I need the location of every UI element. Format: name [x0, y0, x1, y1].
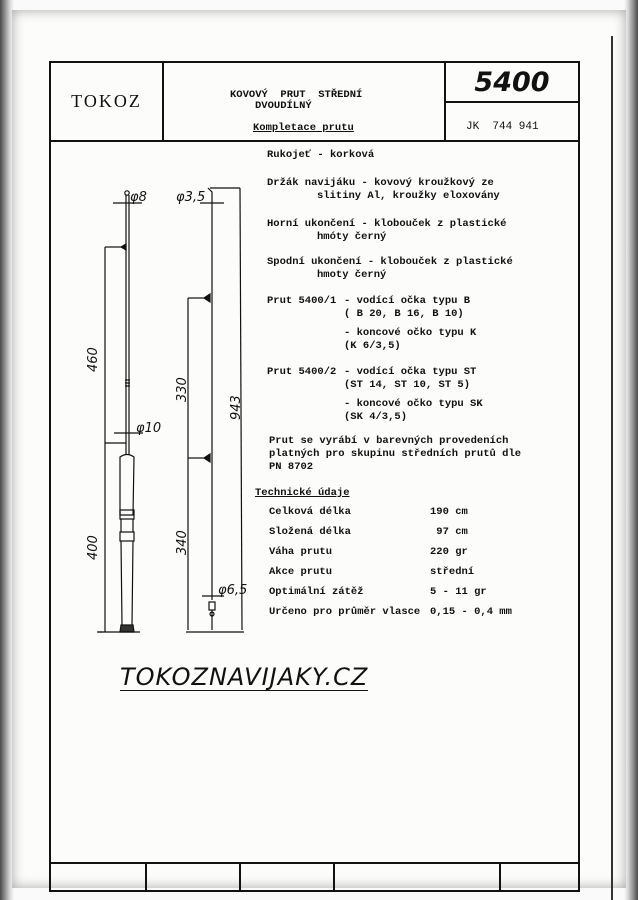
spec-item: Rukojeť - korková	[267, 149, 375, 161]
tech-value: 97 cm	[430, 526, 468, 538]
title-line-1: KOVOVÝ PRUT STŘEDNÍ	[230, 89, 363, 101]
variant-guides-detail: (ST 14, ST 10, ST 5)	[344, 379, 471, 391]
spec-item-cont: slitiny Al, kroužky eloxovány	[317, 190, 500, 202]
variant-tip-detail: (K 6/3,5)	[344, 340, 401, 352]
tech-value: 190 cm	[430, 506, 468, 518]
tech-label: Akce prutu	[269, 566, 333, 578]
spec-item-cont: hmoty černý	[317, 269, 387, 281]
variant-label: Prut 5400/1	[267, 295, 337, 307]
tech-value: střední	[430, 566, 475, 578]
tech-label: Váha prutu	[269, 546, 333, 558]
section-title-technical: Technické údaje	[255, 487, 350, 499]
tip-top	[125, 191, 129, 195]
note-line: Prut se vyrábí v barevných provedeních	[269, 435, 509, 447]
butt-diameter-label: φ6,5	[218, 583, 248, 598]
left-rod-assembled	[97, 191, 143, 632]
section-title-completion: Kompletace prutu	[253, 122, 354, 134]
variant-tip: - koncové očko typu K	[344, 327, 477, 339]
tech-value: 5 - 11 gr	[430, 586, 487, 598]
lower-length-left-label: 400	[86, 535, 101, 560]
dimension-labels	[86, 190, 247, 598]
spec-item-cont: hmóty černý	[317, 231, 387, 243]
upper-length-left-label: 460	[86, 347, 101, 372]
company-name: TOKOZ	[51, 63, 164, 140]
handle-diameter-label: φ10	[136, 421, 162, 436]
variant-tip: - koncové očko typu SK	[344, 398, 483, 410]
tech-label: Optimální zátěž	[269, 586, 364, 598]
spec-item: Držák navijáku - kovový kroužkový ze	[267, 177, 494, 189]
spec-item: Horní ukončení - klobouček z plastické	[267, 218, 507, 230]
watermark-text: TOKOZNAVIJAKY.CZ	[120, 663, 369, 691]
lower-segment-right-label: 340	[175, 530, 190, 555]
variant-tip-detail: (SK 4/3,5)	[344, 411, 408, 423]
tech-label: Určeno pro průměr vlasce	[269, 606, 421, 618]
title-line-2: DVOUDÍLNÝ	[255, 100, 312, 112]
variant-guides: - vodící očka typu B	[344, 295, 471, 307]
jk-code: JK 744 941	[466, 121, 539, 133]
tech-value: 0,15 - 0,4 mm	[430, 606, 512, 618]
variant-label: Prut 5400/2	[267, 366, 337, 378]
spec-item: Spodní ukončení - klobouček z plastické	[267, 256, 513, 268]
tip-diameter-right-label: φ3,5	[176, 190, 206, 205]
tech-label: Složená délka	[269, 526, 351, 538]
total-length-right-label: 943	[229, 395, 244, 420]
tech-value: 220 gr	[430, 546, 468, 558]
variant-guides-detail: ( B 20, B 16, B 10)	[344, 308, 464, 320]
tech-label: Celková délka	[269, 506, 351, 518]
variant-guides: - vodící očka typu ST	[344, 366, 477, 378]
tip-diameter-left-label: φ8	[130, 190, 147, 205]
product-number: 5400	[446, 63, 578, 103]
note-line: PN 8702	[269, 461, 314, 473]
note-line: platných pro skupinu středních prutů dle	[269, 448, 522, 460]
upper-segment-right-label: 330	[175, 377, 190, 402]
